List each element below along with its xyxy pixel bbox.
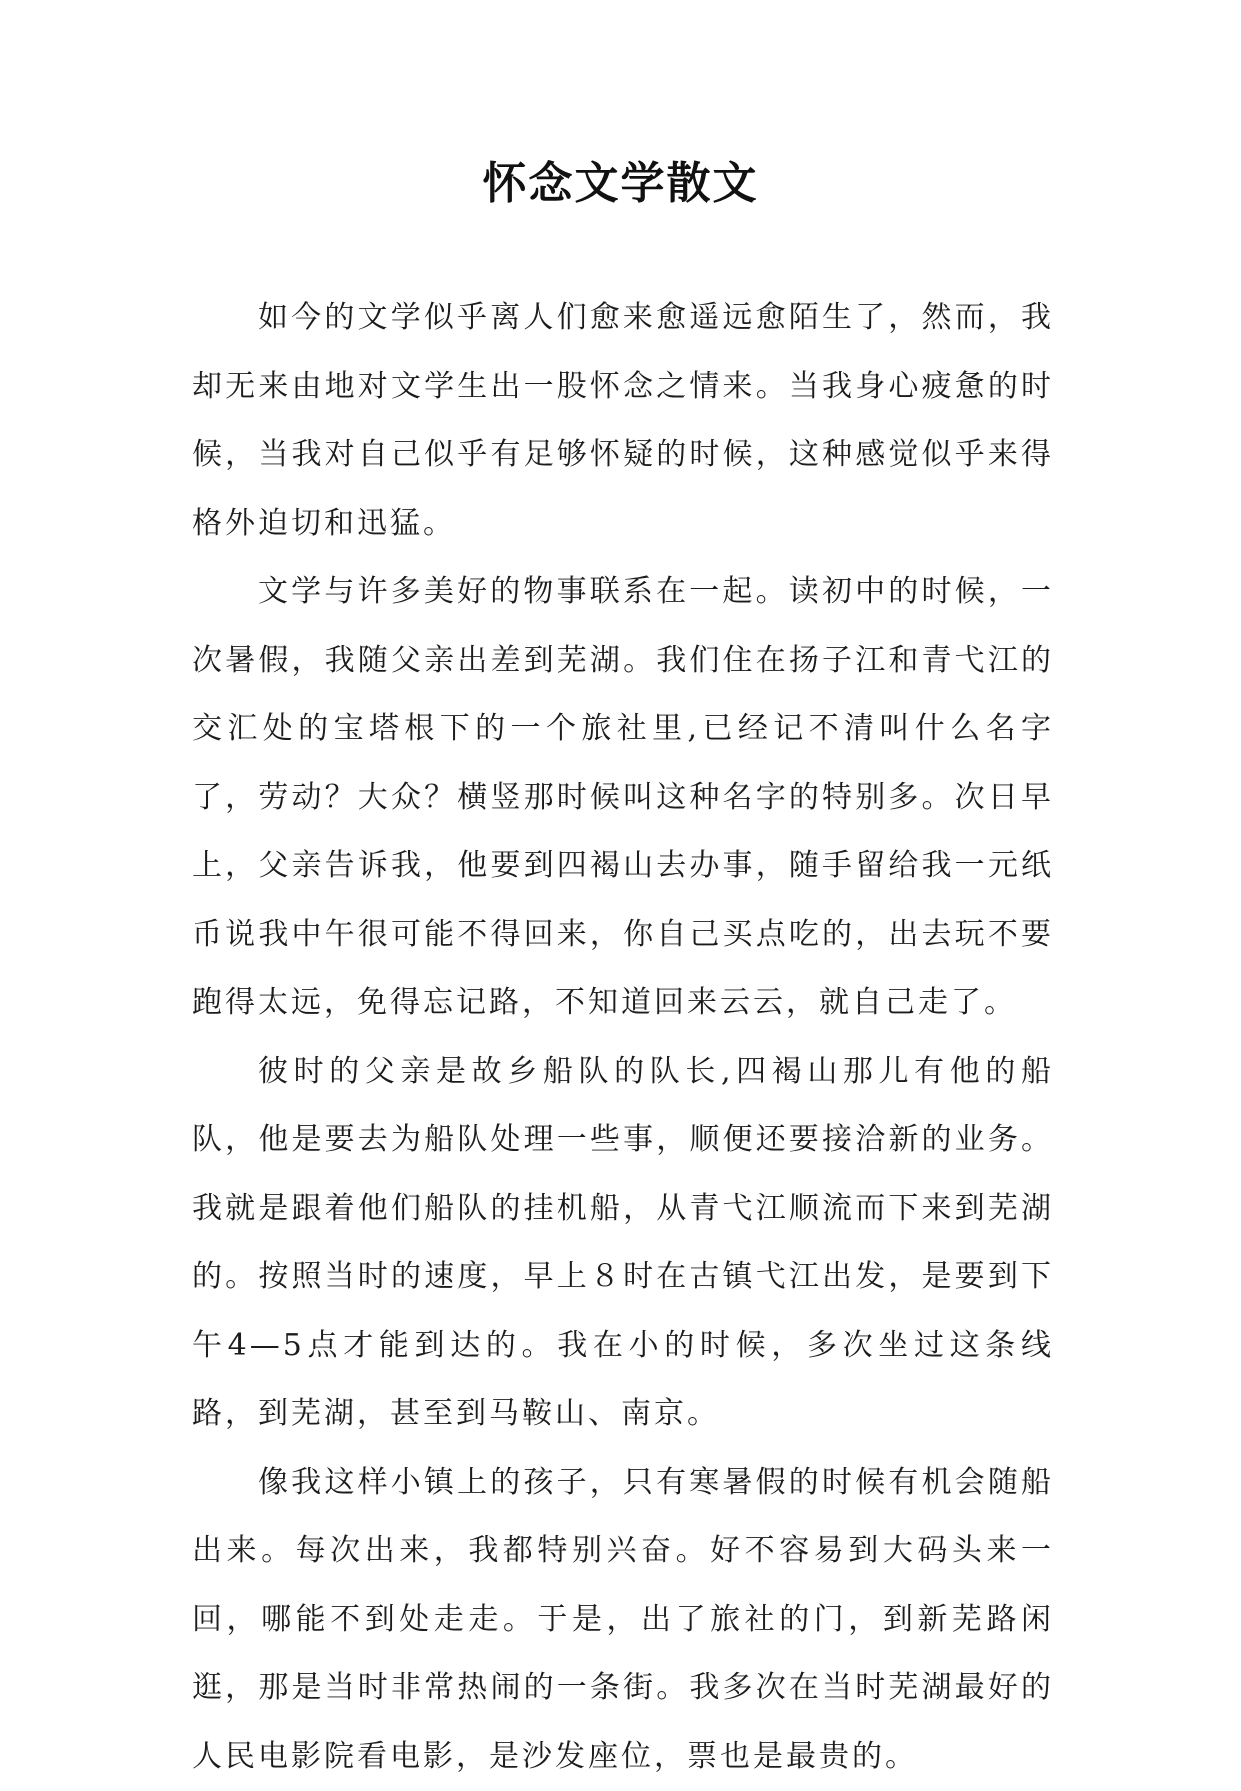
document-title: 怀念文学散文: [0, 148, 1241, 220]
paragraph-3: 彼时的父亲是故乡船队的队长,四褐山那儿有他的船队，他是要去为船队处理一些事，顺便还要接洽新的业务。我就是跟着他们船队的挂机船，从青弋江顺流而下来到芜湖的。按照当时的速度，早上８时在古镇弋江出发，是要到下午4—5点才能到达的。我在小的时候，多次坐过这条线路，到芜湖，甚至到马鞍山、南京。: [192, 1038, 1054, 1449]
paragraph-4: 像我这样小镇上的孩子，只有寒暑假的时候有机会随船出来。每次出来，我都特别兴奋。好不容易到大码头来一回，哪能不到处走走。于是，出了旅社的门，到新芜路闲逛，那是当时非常热闹的一条街。我多次在当时芜湖最好的人民电影院看电影，是沙发座位，票也是最贵的。: [192, 1449, 1054, 1791]
document-body: [192, 284, 1054, 1791]
paragraph-1: 如今的文学似乎离人们愈来愈遥远愈陌生了，然而，我却无来由地对文学生出一股怀念之情来。当我身心疲惫的时候，当我对自己似乎有足够怀疑的时候，这种感觉似乎来得格外迫切和迅猛。: [192, 284, 1054, 558]
paragraph-2: 文学与许多美好的物事联系在一起。读初中的时候，一次暑假，我随父亲出差到芜湖。我们住在扬子江和青弋江的交汇处的宝塔根下的一个旅社里,已经记不清叫什么名字了，劳动？大众？横竖那时候叫这种名字的特别多。次日早上，父亲告诉我，他要到四褐山去办事，随手留给我一元纸币说我中午很可能不得回来，你自己买点吃的，出去玩不要跑得太远，免得忘记路，不知道回来云云，就自己走了。: [192, 558, 1054, 1038]
